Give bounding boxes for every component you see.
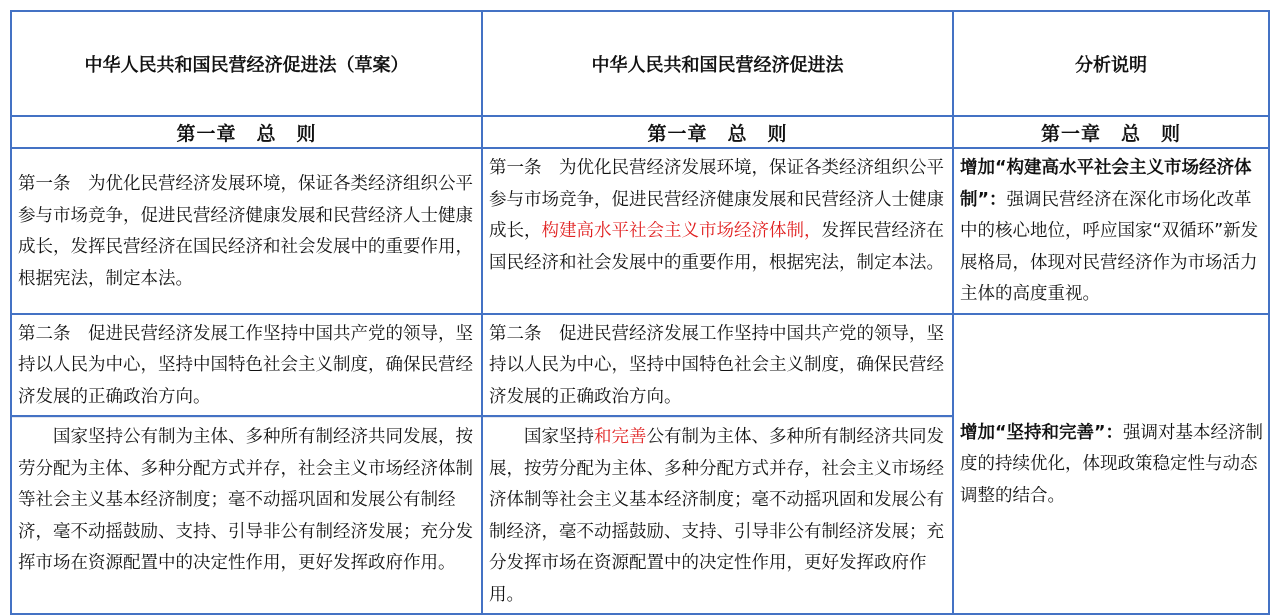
article-2-final-cell-p2: [482, 416, 953, 614]
article-1-final-text: [483, 149, 952, 281]
article-1-analysis-cell: [953, 148, 1269, 314]
article-2-final-p1: 第二条 促进民营经济发展工作坚持中国共产党的领导，坚持以人民为中心，坚持中国特色社会主义制度，确保民营经济发展的正确政治方向。: [489, 323, 944, 407]
header-final-law: 中华人民共和国民营经济促进法: [482, 11, 953, 116]
article-1-analysis-heading: 增加“构建高水平社会主义市场经济体制”：: [960, 158, 1252, 210]
article-1-draft-cell: [11, 148, 482, 314]
header-draft-law: 中华人民共和国民营经济促进法（草案）: [11, 11, 482, 116]
chapter-row: [11, 116, 1269, 148]
article-2-analysis-cell: [953, 314, 1269, 615]
chapter-title-analysis: 第一章 总 则: [953, 116, 1269, 148]
article-2-draft-cell-p1: [11, 314, 482, 417]
article-2-analysis-heading: 增加“坚持和完善”：: [960, 422, 1124, 443]
article-1-final-cell: [482, 148, 953, 314]
article-1-analysis-body: 强调民营经济在深化市场化改革中的核心地位，呼应国家“双循环”新发展格局，体现对民营经济作为市场活力主体的高度重视。: [960, 189, 1259, 304]
article-2-final-p2: [483, 417, 952, 613]
article-2-final-p2-before: 国家坚持: [524, 427, 594, 447]
article-1-draft-text: 第一条 为优化民营经济发展环境，保证各类经济组织公平参与市场竞争，促进民营经济健康发展和民营经济人士健康成长，发挥民营经济在国民经济和社会发展中的重要作用，根据宪法，制定本法。: [18, 174, 473, 289]
article-1-analysis-text: [954, 149, 1268, 313]
article-2-row: [11, 314, 1269, 417]
article-2-analysis-body: 强调对基本经济制度的持续优化，体现政策稳定性与动态调整的结合。: [960, 422, 1264, 506]
article-1-row: [11, 148, 1269, 314]
article-2-added-text: 和完善: [594, 427, 647, 447]
chapter-title-final: 第一章 总 则: [482, 116, 953, 148]
header-row: [11, 11, 1269, 116]
article-2-draft-cell-p2: [11, 416, 482, 614]
chapter-title-draft: 第一章 总 则: [11, 116, 482, 148]
comparison-table: [10, 10, 1270, 615]
header-analysis: 分析说明: [953, 11, 1269, 116]
article-1-final-after: 发挥民营经济在国民经济和社会发展中的重要作用，根据宪法，制定本法。: [489, 221, 944, 273]
article-2-analysis-text: [954, 414, 1268, 515]
article-2-draft-p1: 第二条 促进民营经济发展工作坚持中国共产党的领导，坚持以人民为中心，坚持中国特色社会主义制度，确保民营经济发展的正确政治方向。: [18, 323, 473, 407]
article-2-final-p2-after: 公有制为主体、多种所有制经济共同发展，按劳分配为主体、多种分配方式并存，社会主义市场经济体制等社会主义基本经济制度；毫不动摇巩固和发展公有制经济，毫不动摇鼓励、支持、引导非公有制经济发展；充分发挥市场在资源配置中的决定性作用，更好发挥政府作用。: [489, 427, 944, 605]
article-2-draft-p2: 国家坚持公有制为主体、多种所有制经济共同发展，按劳分配为主体、多种分配方式并存，社会主义市场经济体制等社会主义基本经济制度；毫不动摇巩固和发展公有制经济，毫不动摇鼓励、支持、引导非公有制经济发展；充分发挥市场在资源配置中的决定性作用，更好发挥政府作用。: [12, 417, 481, 582]
article-1-added-text: 构建高水平社会主义市场经济体制，: [541, 221, 822, 241]
article-2-final-cell-p1: [482, 314, 953, 417]
article-1-final-before: 第一条 为优化民营经济发展环境，保证各类经济组织公平参与市场竞争，促进民营经济健康发展和民营经济人士健康成长，: [489, 158, 944, 241]
